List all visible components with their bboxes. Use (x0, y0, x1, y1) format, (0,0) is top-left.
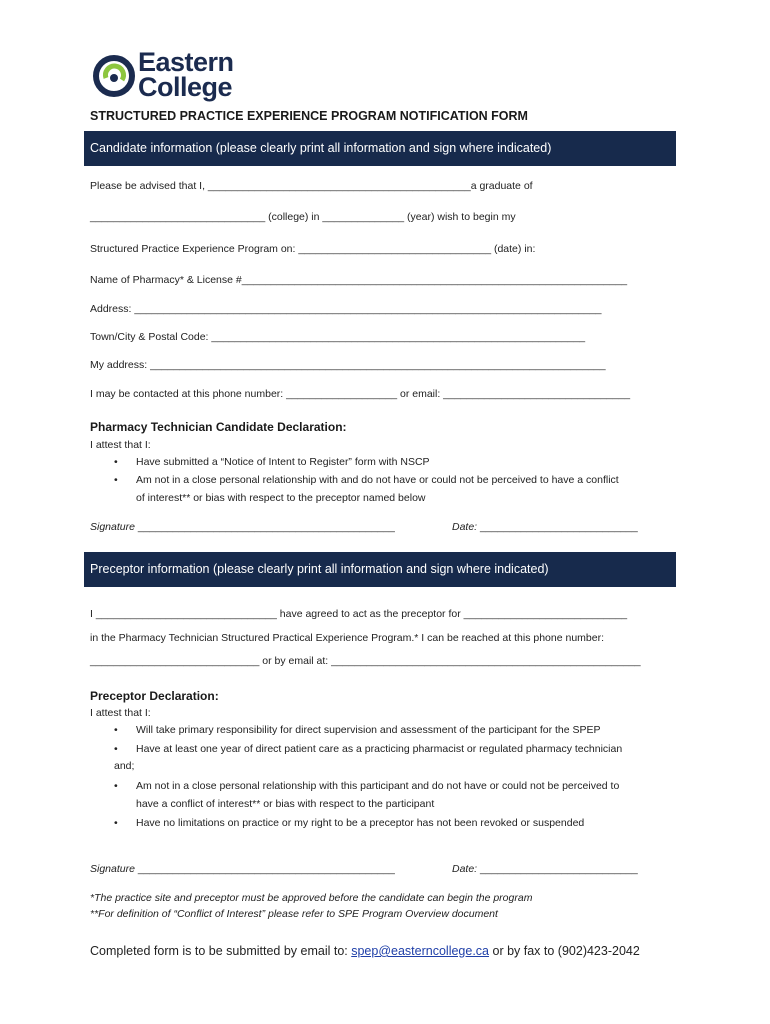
signature-label: Signature (90, 521, 135, 533)
candidate-bullet-1: Have submitted a “Notice of Intent to Register” form with NSCP (136, 456, 430, 468)
preceptor-bullet-2-cont: and; (114, 760, 135, 772)
preceptor-bullet-2: Have at least one year of direct patient care as a practicing pharmacist or regulated pharmacy technician (136, 743, 623, 755)
candidate-date-line[interactable]: ___________________________ (480, 521, 638, 533)
my-address-field[interactable]: My address: ______________________________________________________________________________ (90, 359, 606, 371)
submission-instructions (90, 944, 640, 958)
preceptor-bullet-3-cont: have a conflict of interest** or bias with respect to the participant (136, 798, 435, 810)
bullet-icon: • (114, 474, 118, 486)
contact-phone-email-field[interactable]: I may be contacted at this phone number: ___________________ or email: ________________________________ (90, 388, 631, 400)
date-label: Date: (452, 863, 478, 875)
bullet-icon: • (114, 724, 118, 736)
bullet-icon: • (114, 817, 118, 829)
candidate-signature-row[interactable] (90, 521, 395, 533)
footer-suffix: or by fax to (902)423-2042 (489, 944, 640, 958)
preceptor-bullet-4: Have no limitations on practice or my right to be a preceptor has not been revoked or suspended (136, 817, 585, 829)
preceptor-date-line[interactable]: ___________________________ (480, 863, 638, 875)
preceptor-attest: I attest that I: (90, 707, 151, 719)
preceptor-line-1[interactable]: I _______________________________ have agreed to act as the preceptor for ____________________________ (90, 608, 628, 620)
footnote-2: **For definition of “Conflict of Interest” please refer to SPE Program Overview document (90, 908, 498, 920)
candidate-declaration-heading: Pharmacy Technician Candidate Declaration: (90, 420, 347, 434)
candidate-line-3[interactable]: Structured Practice Experience Program on: _________________________________ (date) in: (90, 243, 536, 255)
candidate-line-1[interactable]: Please be advised that I, _____________________________________________a graduate of (90, 180, 533, 192)
email-link[interactable]: spep@easterncollege.ca (351, 944, 490, 958)
address-field[interactable]: Address: ________________________________________________________________________________ (90, 303, 602, 315)
preceptor-bullet-1: Will take primary responsibility for direct supervision and assessment of the participant for the SPEP (136, 724, 601, 736)
preceptor-declaration-heading: Preceptor Declaration: (90, 689, 219, 703)
footer-prefix: Completed form is to be submitted by email to: (90, 944, 352, 958)
candidate-attest: I attest that I: (90, 439, 151, 451)
candidate-section-header: Candidate information (please clearly print all information and sign where indicated) (84, 131, 676, 166)
preceptor-bullet-3: Am not in a close personal relationship with this participant and do not have or could not be perceived to (136, 780, 620, 792)
preceptor-line-3[interactable]: _____________________________ or by email at: _____________________________________________________ (90, 655, 641, 667)
bullet-icon: • (114, 456, 118, 468)
footnote-1: *The practice site and preceptor must be approved before the candidate can begin the program (90, 892, 533, 904)
eastern-college-logo (92, 47, 262, 104)
preceptor-line-2: in the Pharmacy Technician Structured Practical Experience Program.* I can be reached at this phone number: (90, 632, 604, 644)
signature-label: Signature (90, 863, 135, 875)
preceptor-signature-row[interactable] (90, 863, 395, 875)
bullet-icon: • (114, 780, 118, 792)
bullet-icon: • (114, 743, 118, 755)
candidate-signature-line[interactable]: ____________________________________________ (137, 521, 395, 533)
candidate-bullet-2-cont: of interest** or bias with respect to the preceptor named below (136, 492, 426, 504)
preceptor-section-header: Preceptor information (please clearly print all information and sign where indicated) (84, 552, 676, 587)
logo-wordmark (138, 47, 234, 102)
logo-line-1: Eastern (138, 47, 234, 77)
preceptor-signature-line[interactable]: ____________________________________________ (137, 863, 395, 875)
pharmacy-license-field[interactable]: Name of Pharmacy* & License #__________________________________________________________________ (90, 274, 628, 286)
town-postal-field[interactable]: Town/City & Postal Code: ________________________________________________________________ (90, 331, 586, 343)
logo-line-2: College (138, 72, 233, 102)
logo-mark-icon (92, 54, 136, 98)
preceptor-date-row[interactable] (452, 863, 638, 875)
candidate-line-2[interactable]: ______________________________ (college) in ______________ (year) wish to begin my (90, 211, 516, 223)
date-label: Date: (452, 521, 478, 533)
candidate-bullet-2: Am not in a close personal relationship with and do not have or could not be perceived to have a conflict (136, 474, 619, 486)
candidate-date-row[interactable] (452, 521, 638, 533)
form-title: STRUCTURED PRACTICE EXPERIENCE PROGRAM NOTIFICATION FORM (90, 109, 528, 123)
